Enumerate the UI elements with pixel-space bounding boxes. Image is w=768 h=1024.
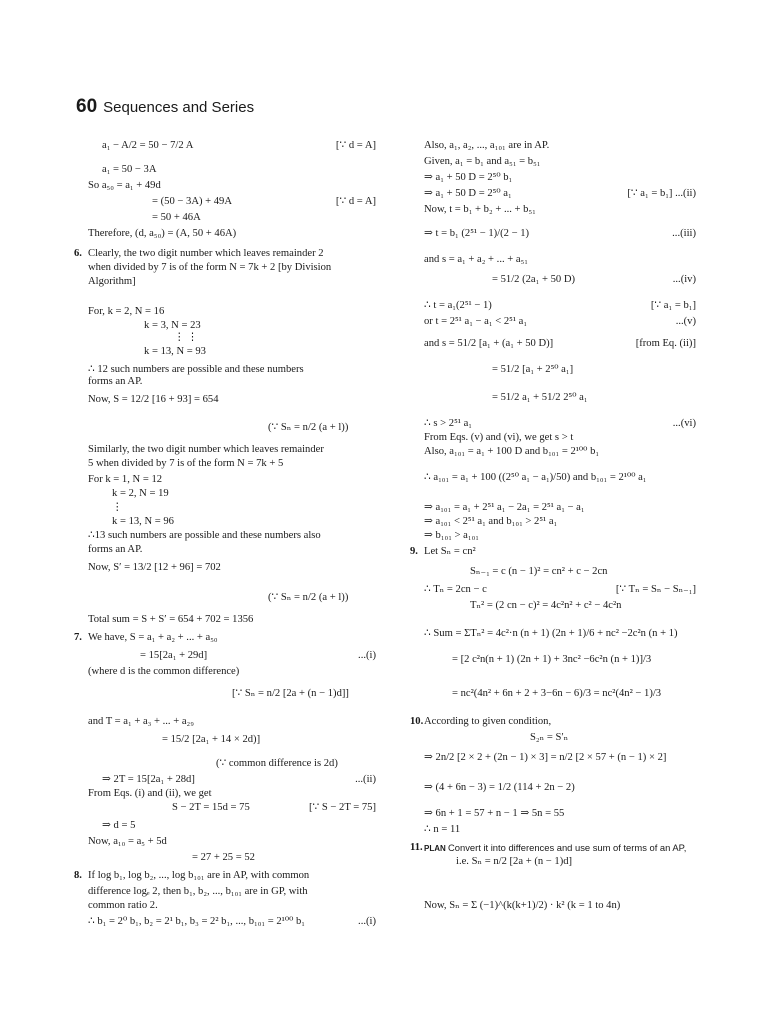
equation-tag: [∵ a₁ = b₁] [650, 300, 696, 311]
line-text: = 51/2 a₁ + 51/2 2⁵⁰ a₁ [492, 392, 588, 403]
line-text: ⋮ [112, 502, 123, 513]
page-header [76, 96, 254, 118]
text-line [88, 916, 376, 928]
line-text: ⇒ 2n/2 [2 × 2 + (2n − 1) × 3] = n/2 [2 × 57 + (n − 1) × 2] [424, 752, 667, 763]
text-line [530, 732, 696, 744]
text-line [410, 842, 696, 855]
line-text: Algorithm] [88, 276, 136, 287]
text-line [88, 394, 376, 406]
line-text: Now, S = 12/2 [16 + 93] = 654 [88, 394, 219, 405]
text-line [102, 164, 376, 176]
line-text: ∴ a₁₀₁ = a₁ + 100 ((2⁵⁰ a₁ − a₁)/50) and b₁₀₁ = 2¹⁰⁰ a₁ [424, 472, 647, 483]
question-number: 7. [74, 632, 82, 643]
text-line [88, 530, 376, 542]
line-text: and T = a₁ + a₃ + ... + a₂₉ [88, 716, 194, 727]
text-line [162, 734, 376, 746]
line-text: = 27 + 25 = 52 [192, 852, 255, 863]
equation-tag: [∵ d = A] [335, 196, 376, 207]
line-text: Now, a₁₀ = a₅ + 5d [88, 836, 167, 847]
line-text: From Eqs. (i) and (ii), we get [88, 788, 212, 799]
text-line [452, 688, 696, 700]
line-text: ⇒ d = 5 [102, 820, 136, 831]
line-text: Tₙ² = (2 cn − c)² = 4c²n² + c² − 4c²n [470, 600, 622, 611]
equation-tag: ...(vi) [672, 418, 696, 429]
line-text: k = 13, N = 93 [144, 346, 206, 357]
line-text: ∴ 12 such numbers are possible and these numbers [88, 364, 304, 375]
text-line [140, 650, 376, 662]
text-line [424, 530, 696, 542]
line-text: (∵ Sₙ = n/2 (a + l)) [268, 592, 349, 603]
equation-tag: ...(i) [358, 650, 376, 661]
line-text: i.e. Sₙ = n/2 [2a + (n − 1)d] [456, 856, 573, 867]
text-line [424, 446, 696, 458]
line-text: ∴ Sum = ΣTₙ² = 4c²·n (n + 1) (2n + 1)/6 + nc² −2c²n (n + 1) [424, 628, 678, 639]
line-text: If log b₁, log b₂, ..., log b₁₀₁ are in AP, with common [88, 870, 310, 881]
line-text: We have, S = a₁ + a₂ + ... + a₅₀ [88, 632, 218, 643]
line-text: or t = 2⁵¹ a₁ − a₁ < 2⁵¹ a₁ [424, 316, 528, 327]
line-text: = 51/2 [a₁ + 2⁵⁰ a₁] [492, 364, 574, 375]
line-text: ∴ s > 2⁵¹ a₁ [424, 418, 472, 429]
text-line [424, 628, 696, 640]
line-text: For k = 1, N = 12 [88, 474, 163, 485]
text-line [88, 788, 376, 800]
text-line [152, 196, 376, 208]
line-text: Now, t = b₁ + b₂ + ... + b₅₁ [424, 204, 536, 215]
line-text: ⇒ b₁₀₁ > a₁₀₁ [424, 530, 479, 541]
line-text: k = 13, N = 96 [112, 516, 174, 527]
chapter-title: Sequences and Series [103, 99, 255, 116]
equation-tag: [∵ Tₙ = Sₙ − Sₙ₋₁] [615, 584, 696, 595]
question-number: 10. [410, 716, 424, 727]
text-line [88, 666, 376, 678]
line-text: a₁ − A/2 = 50 − 7/2 A [102, 140, 194, 151]
line-text: Sₙ₋₁ = c (n − 1)² = cn² + c − 2cn [470, 566, 608, 577]
line-text: ⇒ 2T = 15[2a₁ + 28d] [102, 774, 195, 785]
question-number: 11. [410, 842, 423, 853]
line-text: ⇒ t = b₁ (2⁵¹ − 1)/(2 − 1) [424, 228, 530, 239]
line-text: ⇒ (4 + 6n − 3) = 1/2 (114 + 2n − 2) [424, 782, 575, 793]
line-text: forms an AP. [88, 376, 143, 387]
text-line [424, 188, 696, 200]
equation-tag: ...(v) [675, 316, 696, 327]
text-line [424, 338, 696, 350]
line-text: = nc²(4n² + 6n + 2 + 3−6n − 6)/3 = nc²(4n² − 1)/3 [452, 688, 662, 699]
line-text: Now, S′ = 13/2 [12 + 96] = 702 [88, 562, 221, 573]
text-line [144, 346, 376, 358]
text-line [424, 900, 696, 912]
line-text: difference logₑ 2, then b₁, b₂, ..., b₁₀₁ are in GP, with [88, 886, 308, 897]
text-line [492, 364, 696, 376]
line-text: ⇒ a₁ + 50 D = 2⁵⁰ b₁ [424, 172, 513, 183]
text-line [424, 472, 696, 484]
text-line [424, 316, 696, 328]
line-text: (∵ common difference is 2d) [216, 758, 338, 769]
line-text: ⇒ a₁ + 50 D = 2⁵⁰ a₁ [424, 188, 512, 199]
question-number: 8. [74, 870, 82, 881]
text-line [424, 418, 696, 430]
text-line [88, 544, 376, 556]
text-line [424, 584, 696, 596]
question-number: 9. [410, 546, 418, 557]
equation-tag: [∵ a₁ = b₁] ...(ii) [627, 188, 696, 199]
text-line [74, 248, 376, 260]
line-text: Therefore, (d, a₅₀) = (A, 50 + 46A) [88, 228, 237, 239]
question-number: 6. [74, 248, 82, 259]
line-text: a₁ = 50 − 3A [102, 164, 157, 175]
text-line [102, 820, 376, 832]
text-line [172, 802, 376, 814]
line-text: = [2 c²n(n + 1) (2n + 1) + 3nc² −6c²n (n + 1)]/3 [452, 654, 652, 665]
text-line [424, 516, 696, 528]
line-text: ∴ b₁ = 2⁰ b₁, b₂ = 2¹ b₁, b₃ = 2² b₁, ..., b₁₀₁ = 2¹⁰⁰ b₁ [88, 916, 305, 927]
equation-tag: ...(i) [358, 916, 376, 927]
line-text: Let Sₙ = cn² [424, 546, 476, 557]
text-line [492, 274, 696, 286]
text-line [88, 716, 376, 728]
text-line [410, 716, 696, 728]
text-line [88, 364, 376, 376]
text-line [268, 422, 376, 434]
text-line [232, 688, 376, 700]
text-line [144, 320, 376, 332]
text-line [424, 228, 696, 240]
text-line [88, 474, 376, 486]
text-line [424, 502, 696, 514]
text-line [424, 172, 696, 184]
line-text: common ratio 2. [88, 900, 158, 911]
equation-tag: ...(iii) [672, 228, 696, 239]
text-line [88, 562, 376, 574]
text-line [88, 900, 376, 912]
line-text: For, k = 2, N = 16 [88, 306, 165, 317]
text-line [424, 824, 696, 836]
line-text: and s = 51/2 [a₁ + (a₁ + 50 D)] [424, 338, 554, 349]
text-line [88, 444, 376, 456]
text-line [102, 774, 376, 786]
line-text: According to given condition, [424, 716, 552, 727]
line-text: [∵ Sₙ = n/2 [2a + (n − 1)d]] [232, 688, 349, 699]
line-text: So a₅₀ = a₁ + 49d [88, 180, 161, 191]
text-line [424, 204, 696, 216]
line-text: 5 when divided by 7 is of the form N = 7k + 5 [88, 458, 284, 469]
line-text: = (50 − 3A) + 49A [152, 196, 233, 207]
line-text: = 15[2a₁ + 29d] [140, 650, 208, 661]
text-line [88, 276, 376, 288]
line-text: S − 2T = 15d = 75 [172, 802, 250, 813]
text-line [88, 306, 376, 318]
text-line [88, 836, 376, 848]
text-line [152, 212, 376, 224]
equation-tag: [∵ d = A] [335, 140, 376, 151]
line-text: Given, a₁ = b₁ and a₅₁ = b₅₁ [424, 156, 541, 167]
text-line [424, 140, 696, 152]
line-text: Convert it into differences and use sum of terms of an AP, [448, 842, 687, 853]
equation-tag: [∵ S − 2T = 75] [308, 802, 376, 813]
text-line [424, 156, 696, 168]
text-line [424, 808, 696, 820]
text-line [174, 332, 376, 344]
equation-tag: ...(iv) [672, 274, 696, 285]
text-line [216, 758, 376, 770]
plan-label: PLAN [424, 844, 448, 853]
text-line [424, 782, 696, 794]
line-text: Total sum = S + S′ = 654 + 702 = 1356 [88, 614, 254, 625]
line-text: Similarly, the two digit number which leaves remainder [88, 444, 324, 455]
text-line [424, 254, 696, 266]
text-line [88, 180, 376, 192]
text-line [74, 632, 376, 644]
line-text: ∴13 such numbers are possible and these numbers also [88, 530, 321, 541]
text-line [88, 376, 376, 388]
line-text: forms an AP. [88, 544, 143, 555]
line-text: = 15/2 [2a₁ + 14 × 2d)] [162, 734, 261, 745]
line-text: ⇒ a₁₀₁ = a₁ + 2⁵¹ a₁ − 2a₁ = 2⁵¹ a₁ − a₁ [424, 502, 585, 513]
text-line [470, 600, 696, 612]
line-text: = 50 + 46A [152, 212, 201, 223]
text-line [112, 516, 376, 528]
line-text: ∴ t = a₁(2⁵¹ − 1) [424, 300, 492, 311]
text-line [88, 886, 376, 898]
line-text: when divided by 7 is of the form N = 7k + 2 [by Division [88, 262, 332, 273]
line-text: Now, Sₙ = Σ (−1)^(k(k+1)/2) · k² (k = 1 to 4n) [424, 900, 621, 911]
text-line [424, 300, 696, 312]
line-text: (where d is the common difference) [88, 666, 240, 677]
line-text: k = 3, N = 23 [144, 320, 201, 331]
text-line [112, 502, 376, 514]
line-text: and s = a₁ + a₂ + ... + a₅₁ [424, 254, 528, 265]
line-text: ∴ Tₙ = 2cn − c [424, 584, 487, 595]
text-line [456, 856, 696, 868]
page-number: 60 [76, 96, 98, 117]
line-text: S₂ₙ = S′ₙ [530, 732, 569, 743]
text-line [424, 752, 696, 764]
text-line [112, 488, 376, 500]
equation-tag: [from Eq. (ii)] [635, 338, 696, 349]
text-line [470, 566, 696, 578]
text-line [268, 592, 376, 604]
text-line [74, 870, 376, 882]
line-text: ∴ n = 11 [424, 824, 461, 835]
line-text: = 51/2 (2a₁ + 50 D) [492, 274, 576, 285]
text-line [88, 614, 376, 626]
text-line [492, 392, 696, 404]
line-text: k = 2, N = 19 [112, 488, 169, 499]
text-line [88, 228, 376, 240]
line-text: Also, a₁, a₂, ..., a₁₀₁ are in AP. [424, 140, 550, 151]
text-line [192, 852, 376, 864]
text-line [102, 140, 376, 152]
text-line [452, 654, 696, 666]
text-line [88, 262, 376, 274]
equation-tag: ...(ii) [355, 774, 376, 785]
line-text: ⇒ 6n + 1 = 57 + n − 1 ⇒ 5n = 55 [424, 808, 565, 819]
line-text: From Eqs. (v) and (vi), we get s > t [424, 432, 574, 443]
line-text: ⋮ ⋮ [174, 332, 198, 343]
text-line [410, 546, 696, 558]
line-text: (∵ Sₙ = n/2 (a + l)) [268, 422, 349, 433]
line-text: Also, a₁₀₁ = a₁ + 100 D and b₁₀₁ = 2¹⁰⁰ b₁ [424, 446, 600, 457]
text-line [88, 458, 376, 470]
line-text: ⇒ a₁₀₁ < 2⁵¹ a₁ and b₁₀₁ > 2⁵¹ a₁ [424, 516, 558, 527]
text-line [424, 432, 696, 444]
line-text: Clearly, the two digit number which leaves remainder 2 [88, 248, 324, 259]
